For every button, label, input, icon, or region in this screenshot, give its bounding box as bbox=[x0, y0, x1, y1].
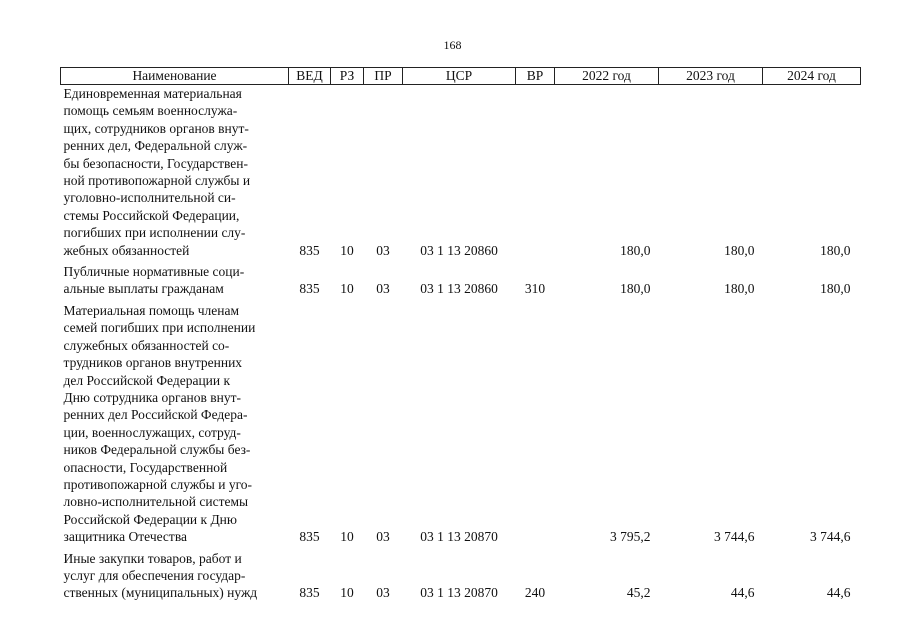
page-number: 168 bbox=[443, 38, 462, 52]
name-line: дел Российской Федерации к bbox=[63, 372, 231, 388]
name-line: трудников органов внутренних bbox=[63, 355, 243, 371]
name-line: Материальная помощь членам bbox=[63, 302, 240, 318]
header-pr: ПР bbox=[364, 68, 403, 85]
name-line: ников Федеральной службы без- bbox=[63, 442, 251, 458]
cell-pr: 03 bbox=[376, 242, 390, 258]
row-name-cell bbox=[61, 546, 289, 602]
name-line: альные выплаты гражданам bbox=[63, 281, 224, 297]
cell-pr: 03 bbox=[376, 585, 390, 601]
cell-2022: 45,2 bbox=[626, 585, 651, 601]
name-line: услуг для обеспечения государ- bbox=[63, 567, 246, 583]
cell-rz: 10 bbox=[340, 529, 354, 545]
cell-2024: 180,0 bbox=[820, 242, 851, 258]
cell-csr: 03 1 13 20860 bbox=[420, 242, 498, 258]
header-year-2022: 2022 год bbox=[555, 68, 659, 85]
cell-2024: 3 744,6 bbox=[810, 529, 851, 545]
name-line: Публичные нормативные соци- bbox=[63, 264, 245, 280]
table-row bbox=[61, 298, 861, 546]
name-line: ции, военнослужащих, сотруд- bbox=[63, 424, 241, 440]
cell-2022: 180,0 bbox=[620, 281, 651, 297]
cell-csr: 03 1 13 20870 bbox=[420, 585, 498, 601]
name-line: помощь семьям военнослужа- bbox=[63, 103, 238, 119]
name-line: бы безопасности, Государствен- bbox=[63, 155, 248, 171]
name-line: Иные закупки товаров, работ и bbox=[63, 550, 242, 566]
name-line: жебных обязанностей bbox=[63, 242, 190, 258]
cell-vr: 310 bbox=[524, 281, 546, 297]
cell-rz: 10 bbox=[340, 585, 354, 601]
header-year-2023: 2023 год bbox=[659, 68, 763, 85]
cell-2023: 44,6 bbox=[730, 585, 755, 601]
cell-2022: 180,0 bbox=[620, 242, 651, 258]
row-name-cell bbox=[61, 85, 289, 260]
header-rz: РЗ bbox=[331, 68, 364, 85]
name-line: ной противопожарной службы и bbox=[63, 173, 251, 189]
cell-csr: 03 1 13 20870 bbox=[420, 529, 498, 545]
name-line: семей погибших при исполнении bbox=[63, 320, 256, 336]
table-row bbox=[61, 546, 861, 602]
cell-vr: 240 bbox=[524, 585, 546, 601]
cell-2023: 180,0 bbox=[724, 281, 755, 297]
name-line: опасности, Государственной bbox=[63, 459, 228, 475]
cell-vr bbox=[516, 85, 555, 260]
name-line: ственных (муниципальных) нужд bbox=[63, 585, 258, 601]
cell-rz: 10 bbox=[340, 242, 354, 258]
table-row bbox=[61, 259, 861, 298]
name-line: ловно-исполнительной системы bbox=[63, 494, 249, 510]
name-line: уголовно-исполнительной си- bbox=[63, 190, 236, 206]
cell-2023: 180,0 bbox=[724, 242, 755, 258]
cell-ved: 835 bbox=[299, 585, 320, 601]
name-line: Единовременная материальная bbox=[63, 86, 242, 101]
name-line: Дню сотрудника органов внут- bbox=[63, 389, 242, 405]
cell-ved: 835 bbox=[299, 529, 320, 545]
cell-pr: 03 bbox=[376, 529, 390, 545]
cell-2024: 180,0 bbox=[820, 281, 851, 297]
budget-table bbox=[60, 67, 861, 602]
header-year-2024: 2024 год bbox=[763, 68, 861, 85]
cell-pr: 03 bbox=[376, 281, 390, 297]
row-name-cell bbox=[61, 259, 289, 298]
row-name-cell bbox=[61, 298, 289, 546]
name-line: ренних дел Российской Федера- bbox=[63, 407, 248, 423]
cell-2023: 3 744,6 bbox=[714, 529, 755, 545]
cell-ved: 835 bbox=[299, 242, 320, 258]
cell-2022: 3 795,2 bbox=[610, 529, 651, 545]
header-ved: ВЕД bbox=[289, 68, 331, 85]
table-header-row bbox=[61, 68, 861, 85]
name-line: ренних дел, Федеральной служ- bbox=[63, 138, 248, 154]
name-line: погибших при исполнении слу- bbox=[63, 225, 246, 241]
header-csr: ЦСР bbox=[403, 68, 516, 85]
cell-vr bbox=[516, 298, 555, 546]
name-line: противопожарной службы и уго- bbox=[63, 476, 253, 492]
name-line: служебных обязанностей со- bbox=[63, 337, 230, 353]
header-name: Наименование bbox=[61, 68, 289, 85]
name-line: защитника Отечества bbox=[63, 529, 188, 545]
name-line: щих, сотрудников органов внут- bbox=[63, 120, 249, 136]
name-line: стемы Российской Федерации, bbox=[63, 207, 240, 223]
name-line: Российской Федерации к Дню bbox=[63, 511, 237, 527]
cell-rz: 10 bbox=[340, 281, 354, 297]
table-row bbox=[61, 85, 861, 260]
cell-csr: 03 1 13 20860 bbox=[420, 281, 498, 297]
cell-2024: 44,6 bbox=[826, 585, 851, 601]
header-vr: ВР bbox=[516, 68, 555, 85]
cell-ved: 835 bbox=[299, 281, 320, 297]
